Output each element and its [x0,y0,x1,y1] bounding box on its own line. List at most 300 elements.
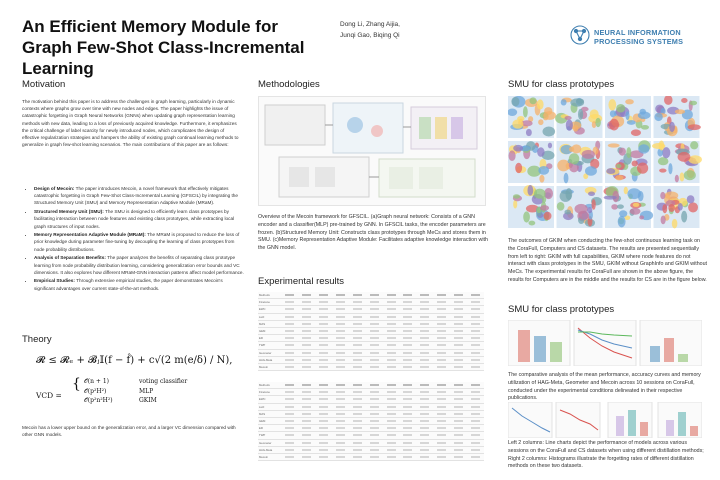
tsne-panel [508,185,554,228]
row-label: TWP [258,342,281,349]
table-cell [281,417,298,424]
vcd-label: VCD = [36,391,62,400]
table-cell [416,425,433,432]
row-label: GEM [258,417,281,424]
table-row [258,403,484,410]
table-cell [332,335,349,342]
table-cell [416,335,433,342]
table-cell [399,403,416,410]
table-cell [366,439,383,446]
table-cell [399,320,416,327]
table-row [258,292,484,299]
smu-caption-3: Left 2 columns: Line charts depict the performance of models across various sessions on the CoraFull and CS datasets when using different distillation methods; Right 2 columns: Histograms illustrate the forgetting rates of different distillation methods on these two datasets. [508,440,704,470]
table-cell [349,342,366,349]
theory-caption: Mecoin has a lower upper bound on the generalization error, and a larger VC dimension compared with other GNN models. [22,425,236,438]
table-cell [332,432,349,439]
table-cell [366,389,383,396]
table-cell [366,306,383,313]
table-cell [315,335,332,342]
table-cell [467,320,484,327]
table-cell [332,342,349,349]
results-table [258,382,484,461]
table-cell [399,335,416,342]
table-cell [399,432,416,439]
table-cell [298,292,315,299]
table-cell [383,432,400,439]
table-row [258,389,484,396]
logo-line: PROCESSING SYSTEMS [594,37,684,46]
table-row [258,425,484,432]
table-cell [349,425,366,432]
theory-formulas [22,355,242,427]
table-cell [383,313,400,320]
table-cell [467,439,484,446]
table-cell [433,389,450,396]
table-cell [433,425,450,432]
table-cell [315,299,332,306]
table-cell [383,327,400,334]
vcd-row: 𝒪(n + 1) voting classifier [84,378,188,385]
table-cell [281,349,298,356]
table-cell [450,342,467,349]
table-cell [416,453,433,460]
table-cell [332,356,349,363]
row-label: Geometer [258,439,281,446]
table-cell [450,425,467,432]
table-cell [450,389,467,396]
table-cell [315,432,332,439]
table-cell [281,342,298,349]
vcd-row: 𝒪(p²n²H²) GKIM [84,397,157,404]
table-cell [467,446,484,453]
table-cell [281,410,298,417]
table-cell [467,299,484,306]
row-label: Mecoin [258,453,281,460]
table-row [258,439,484,446]
table-cell [399,356,416,363]
tsne-panel [508,96,556,138]
table-cell [349,432,366,439]
tsne-panel [508,141,554,183]
brace-icon: { [72,376,81,392]
table-cell [467,356,484,363]
row-label: HAG-Meta [258,356,281,363]
table-cell [450,417,467,424]
table-cell [349,389,366,396]
table-cell [416,396,433,403]
table-cell [349,320,366,327]
table-cell [383,389,400,396]
table-cell [298,320,315,327]
table-row [258,299,484,306]
row-label: EWC [258,396,281,403]
table-cell [349,299,366,306]
table-cell [298,299,315,306]
table-cell [383,342,400,349]
table-cell [332,403,349,410]
table-cell [281,306,298,313]
table-row [258,306,484,313]
table-cell [467,313,484,320]
table-cell [366,349,383,356]
table-cell [315,313,332,320]
table-cell [383,425,400,432]
table-cell [383,382,400,389]
table-cell [349,313,366,320]
row-label: Geometer [258,349,281,356]
table-cell [399,453,416,460]
table-cell [416,299,433,306]
table-cell [366,313,383,320]
table-cell [467,417,484,424]
table-cell [366,292,383,299]
table-cell [433,363,450,370]
table-cell [416,363,433,370]
table-cell [349,417,366,424]
table-cell [467,382,484,389]
table-cell [366,363,383,370]
row-label: LwF [258,313,281,320]
table-cell [349,292,366,299]
motivation-heading: Motivation [22,79,66,90]
table-cell [281,453,298,460]
row-label: LwF [258,403,281,410]
table-cell [298,403,315,410]
table-cell [315,349,332,356]
table-cell [467,432,484,439]
table-cell [298,389,315,396]
table-cell [383,396,400,403]
table-cell [467,327,484,334]
smu-heading-2: SMU for class prototypes [508,304,615,315]
table-cell [399,306,416,313]
smu-heading: SMU for class prototypes [508,79,615,90]
list-item: • Memory Representation Adaptive Module (MRaM): The MRaM is proposed to reduce the loss of prior knowledge during parameter fine-tuning by decoupling the learning of class prototypes from node probability distributions. [34,231,244,253]
table-row [258,363,484,370]
table-cell [450,363,467,370]
table-cell [332,327,349,334]
table-cell [450,382,467,389]
table-cell [281,425,298,432]
tsne-panel [557,141,603,184]
table-cell [399,389,416,396]
table-cell [433,403,450,410]
table-cell [383,306,400,313]
table-cell [332,313,349,320]
table-cell [433,432,450,439]
list-item: • Structured Memory Unit (SMU): The SMU is designed to efficiently learn class prototypes by facilitating interaction between node features and existing class prototypes, while extracting local graph structures of input nodes. [34,208,244,230]
table-cell [332,453,349,460]
table-cell [450,410,467,417]
table-cell [349,446,366,453]
table-row [258,453,484,460]
table-cell [467,292,484,299]
table-cell [315,320,332,327]
table-cell [450,292,467,299]
row-label: Finetune [258,299,281,306]
tsne-panel [654,96,701,138]
logo-line: NEURAL INFORMATION [594,28,681,37]
tsne-panel [557,186,603,228]
row-label: Mecoin [258,363,281,370]
table-cell [467,410,484,417]
table-cell [315,453,332,460]
table-cell [399,313,416,320]
table-cell [467,363,484,370]
table-cell [349,403,366,410]
table-cell [433,292,450,299]
table-cell [416,446,433,453]
table-cell [366,327,383,334]
table-cell [433,446,450,453]
table-cell [383,453,400,460]
theory-heading: Theory [22,334,52,345]
table-cell [315,417,332,424]
table-cell [281,382,298,389]
row-label: Methods [258,292,281,299]
table-cell [383,439,400,446]
table-cell [433,335,450,342]
table-cell [298,335,315,342]
table-cell [298,327,315,334]
table-cell [332,299,349,306]
table-cell [416,382,433,389]
table-cell [315,403,332,410]
table-cell [281,396,298,403]
table-cell [349,306,366,313]
table-cell [332,446,349,453]
table-cell [450,335,467,342]
table-cell [349,453,366,460]
results-table [258,292,484,371]
table-cell [315,389,332,396]
table-cell [366,453,383,460]
methodologies-caption: Overview of the Mecoin framework for GFSCIL. (a)Graph neural network: Consists of a GNN encoder and a classifier(MLP) pre-trained by GNN. In GFSCIL tasks, the encoder parameters are frozen. (b)Structured Memory Unit: Constructs class prototypes through MeCs and stores them in SMU. (c)Memory Representation Adaptive Module: Facilitates adaptive knowledge interaction with the GNN model. [258,214,488,252]
table-row [258,313,484,320]
table-cell [281,320,298,327]
table-cell [416,306,433,313]
table-cell [433,320,450,327]
table-cell [383,299,400,306]
experimental-heading: Experimental results [258,276,345,287]
row-label: GEM [258,327,281,334]
table-cell [383,292,400,299]
table-cell [383,446,400,453]
logo-wordmark [594,28,683,46]
table-cell [298,363,315,370]
table-cell [416,432,433,439]
tsne-panel [605,140,651,183]
tsne-panel [604,186,654,228]
table-cell [315,327,332,334]
table-cell [399,363,416,370]
table-cell [281,446,298,453]
row-label: HAG-Meta [258,446,281,453]
list-item: • Empirical Studies: Through extensive empirical studies, the paper demonstrates Mecoin's significant advantages over current state-of-the-art methods. [34,277,244,291]
table-cell [433,417,450,424]
table-cell [433,313,450,320]
table-cell [416,439,433,446]
table-row [258,320,484,327]
table-row [258,356,484,363]
table-cell [332,320,349,327]
table-cell [298,349,315,356]
table-cell [332,349,349,356]
table-cell [315,342,332,349]
table-cell [332,396,349,403]
table-cell [416,292,433,299]
table-cell [450,403,467,410]
table-cell [416,313,433,320]
vcd-cases [84,377,187,406]
tsne-panel [654,186,700,228]
row-label: TWP [258,432,281,439]
motivation-text: The motivation behind this paper is to address the challenges in graph learning, particularly in dynamic contexts where graphs grow over time with new nodes and edges. The paper highlights the issue of catastrophic forgetting in Graph Neural Networks (GNNs) when updating graph representation learning methods with new data, leading to a loss of previously acquired knowledge. Furthermore, it emphasizes the critical challenge of label scarcity for newly introduced nodes, which complicates the design of effective regularization strategies and hampers the ability of existing graph continual learning methods to generalize in graph few-shot learning scenarios. The main contributions of this paper are as follows: [22,99,239,148]
table-cell [467,342,484,349]
table-cell [433,306,450,313]
table-cell [298,453,315,460]
table-row [258,410,484,417]
framework-diagram [258,96,486,206]
table-cell [298,396,315,403]
table-cell [399,342,416,349]
table-cell [298,382,315,389]
table-cell [416,349,433,356]
row-label: EWC [258,306,281,313]
table-cell [298,410,315,417]
table-cell [416,342,433,349]
table-cell [399,417,416,424]
table-cell [383,335,400,342]
table-cell [315,292,332,299]
table-cell [332,417,349,424]
table-cell [332,425,349,432]
table-cell [433,439,450,446]
table-cell [298,306,315,313]
table-cell [349,396,366,403]
table-cell [366,396,383,403]
table-cell [366,410,383,417]
table-row [258,432,484,439]
table-cell [315,425,332,432]
table-cell [416,320,433,327]
table-cell [366,382,383,389]
tsne-panel [652,140,702,183]
list-item: • Design of Mecoin: The paper introduces Mecoin, a novel framework that effectively mitigates catastrophic forgetting in Graph Few-Shot Class-Incremental Learning (GFSCIL) by integrating the Structured Memory Unit (SMU) and Memory Representation Adaptive Module (MRaM). [34,185,244,207]
methodologies-heading: Methodologies [258,79,320,90]
table-cell [383,363,400,370]
table-cell [433,410,450,417]
table-row [258,417,484,424]
table-cell [281,327,298,334]
table-cell [399,446,416,453]
table-cell [366,342,383,349]
table-cell [450,356,467,363]
table-cell [433,342,450,349]
table-cell [450,439,467,446]
table-cell [298,439,315,446]
table-cell [332,410,349,417]
author-line: Junqi Gao, Biqing Qi [340,32,400,39]
table-cell [332,439,349,446]
table-cell [399,425,416,432]
table-cell [383,356,400,363]
table-cell [399,382,416,389]
contributions-list [22,185,244,293]
table-cell [450,306,467,313]
table-cell [383,403,400,410]
table-cell [349,349,366,356]
row-label: ER [258,335,281,342]
table-cell [467,403,484,410]
table-cell [399,327,416,334]
table-cell [366,417,383,424]
table-cell [416,389,433,396]
table-cell [366,403,383,410]
table-cell [416,327,433,334]
table-cell [332,389,349,396]
table-cell [433,327,450,334]
row-label: ER [258,425,281,432]
table-cell [281,439,298,446]
table-cell [383,410,400,417]
smu-caption: The outcomes of GKIM when conducting the few-shot continuous learning task on the CoraFull, Computers and CS datasets. The results are presented sequentially from left to right: GKIM with full capabilities, GKIM where node features do not interact with class prototypes in the SMU, GKIM without GraphInfo and GKIM without MeCs. The experimental results for CoraFull are shown in the above figure, the results for Computers are in the middle and the results for CS are in the figure below. [508,238,708,283]
table-cell [281,389,298,396]
table-row [258,446,484,453]
table-cell [416,410,433,417]
table-cell [366,432,383,439]
table-cell [315,396,332,403]
table-cell [433,453,450,460]
table-cell [315,306,332,313]
table-cell [399,410,416,417]
table-cell [366,299,383,306]
table-cell [315,363,332,370]
table-cell [433,349,450,356]
table-cell [281,363,298,370]
table-cell [399,292,416,299]
vcd-row: 𝒪(p²H²) MLP [84,387,154,395]
table-cell [315,446,332,453]
table-cell [298,342,315,349]
poster-title: An Efficient Memory Module for Graph Few-Shot Class-Incremental Learning [22,17,305,78]
table-cell [298,417,315,424]
table-cell [315,382,332,389]
table-cell [332,363,349,370]
table-cell [349,363,366,370]
table-cell [467,396,484,403]
table-cell [349,382,366,389]
table-cell [332,382,349,389]
table-cell [416,417,433,424]
row-label: MAS [258,410,281,417]
comparison-charts [508,320,702,366]
table-cell [281,335,298,342]
distillation-charts [508,402,702,438]
table-cell [298,432,315,439]
row-label: Finetune [258,389,281,396]
table-cell [433,396,450,403]
table-cell [332,306,349,313]
table-cell [399,349,416,356]
table-cell [399,439,416,446]
table-cell [315,356,332,363]
table-cell [383,417,400,424]
table-cell [450,349,467,356]
table-cell [467,306,484,313]
table-cell [281,299,298,306]
table-cell [349,327,366,334]
